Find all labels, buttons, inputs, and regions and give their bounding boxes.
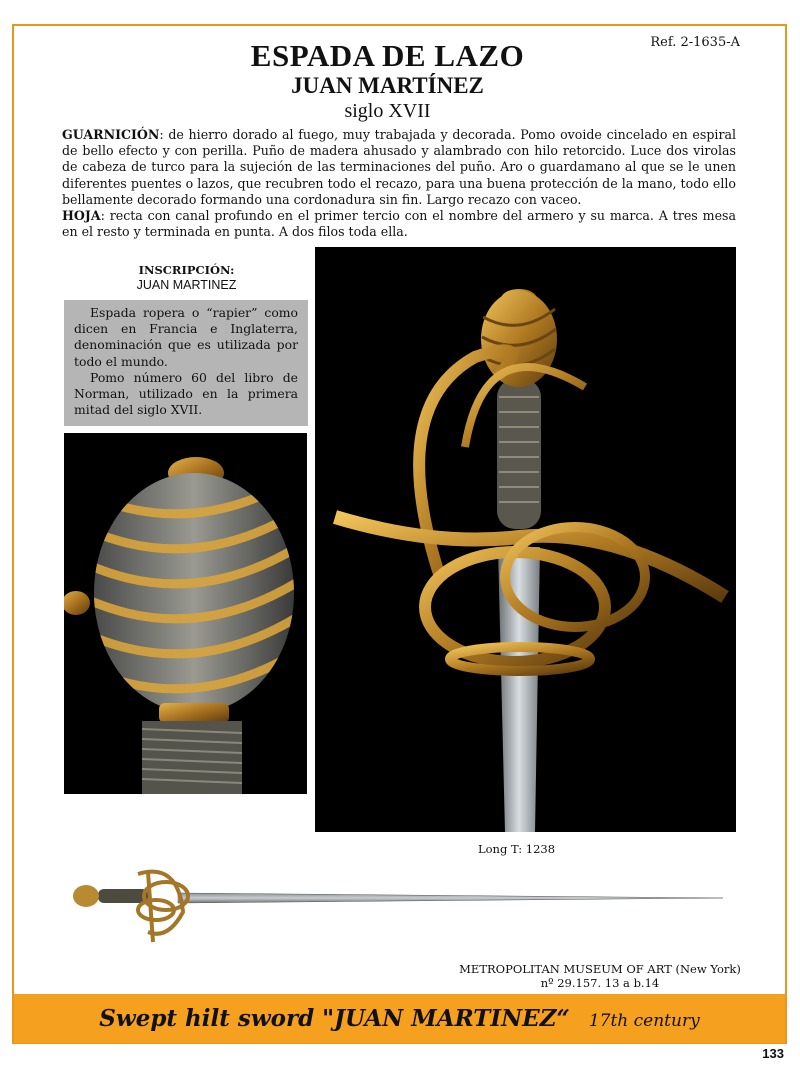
inscription-heading: INSCRIPCIÓN: bbox=[138, 263, 235, 277]
description bbox=[62, 127, 736, 240]
page-number: 133 bbox=[762, 1046, 784, 1061]
hilt-detail-icon bbox=[315, 247, 736, 832]
note-paragraph-1: Espada ropera o “rapier” como dicen en Francia e Inglaterra, denominación que es utilizada por todo el mundo. bbox=[74, 305, 298, 369]
inscription-value: JUAN MARTINEZ bbox=[136, 278, 237, 292]
museum-name: METROPOLITAN MUSEUM OF ART (New York) bbox=[459, 962, 741, 976]
hoja-text: : recta con canal profundo en el primer tercio con el nombre del armero y su marca. A tres mesa en el resto y terminada en punta. A dos filos toda ella. bbox=[62, 208, 736, 240]
length-caption: Long T: 1238 bbox=[478, 842, 556, 856]
reference-number: Ref. 2-1635-A bbox=[650, 35, 740, 50]
pommel-photo bbox=[64, 433, 307, 794]
museum-credit bbox=[430, 962, 770, 990]
hilt-photo bbox=[315, 247, 736, 832]
full-sword-image bbox=[68, 862, 728, 952]
guarnicion-label: GUARNICIÓN bbox=[62, 127, 160, 142]
pommel-detail-icon bbox=[64, 433, 307, 794]
note-paragraph-2: Pomo número 60 del libro de Norman, utilizado en la primera mitad del siglo XVII. bbox=[74, 369, 298, 418]
banner-subtitle: 17th century bbox=[588, 1011, 700, 1031]
maker-name: JUAN MARTÍNEZ bbox=[291, 73, 484, 98]
note-box bbox=[64, 300, 308, 426]
hoja-label: HOJA bbox=[62, 208, 101, 224]
museum-catalog: nº 29.157. 13 a b.14 bbox=[540, 976, 660, 990]
english-title-banner bbox=[14, 994, 785, 1043]
page-title: ESPADA DE LAZO bbox=[250, 38, 525, 73]
century-label: siglo XVII bbox=[344, 100, 431, 122]
banner-title: Swept hilt sword "JUAN MARTINEZ“ bbox=[99, 1005, 570, 1032]
full-sword-icon bbox=[68, 862, 728, 952]
guarnicion-text: : de hierro dorado al fuego, muy trabajada y decorada. Pomo ovoide cincelado en espiral de bello efecto y con perilla. Puño de madera ahusado y alambrado con hilo retorcido. Luce dos virolas de cabeza de turco para la sujeción de las terminaciones del puño. Aro o guardamano al que se le unen diferentes puentes o lazos, que recubren todo el recazo, para una buena protección de la mano, todo ello bellamente decorado formando una cordonadura sin fin. Largo recazo con vaceo. bbox=[62, 127, 736, 207]
